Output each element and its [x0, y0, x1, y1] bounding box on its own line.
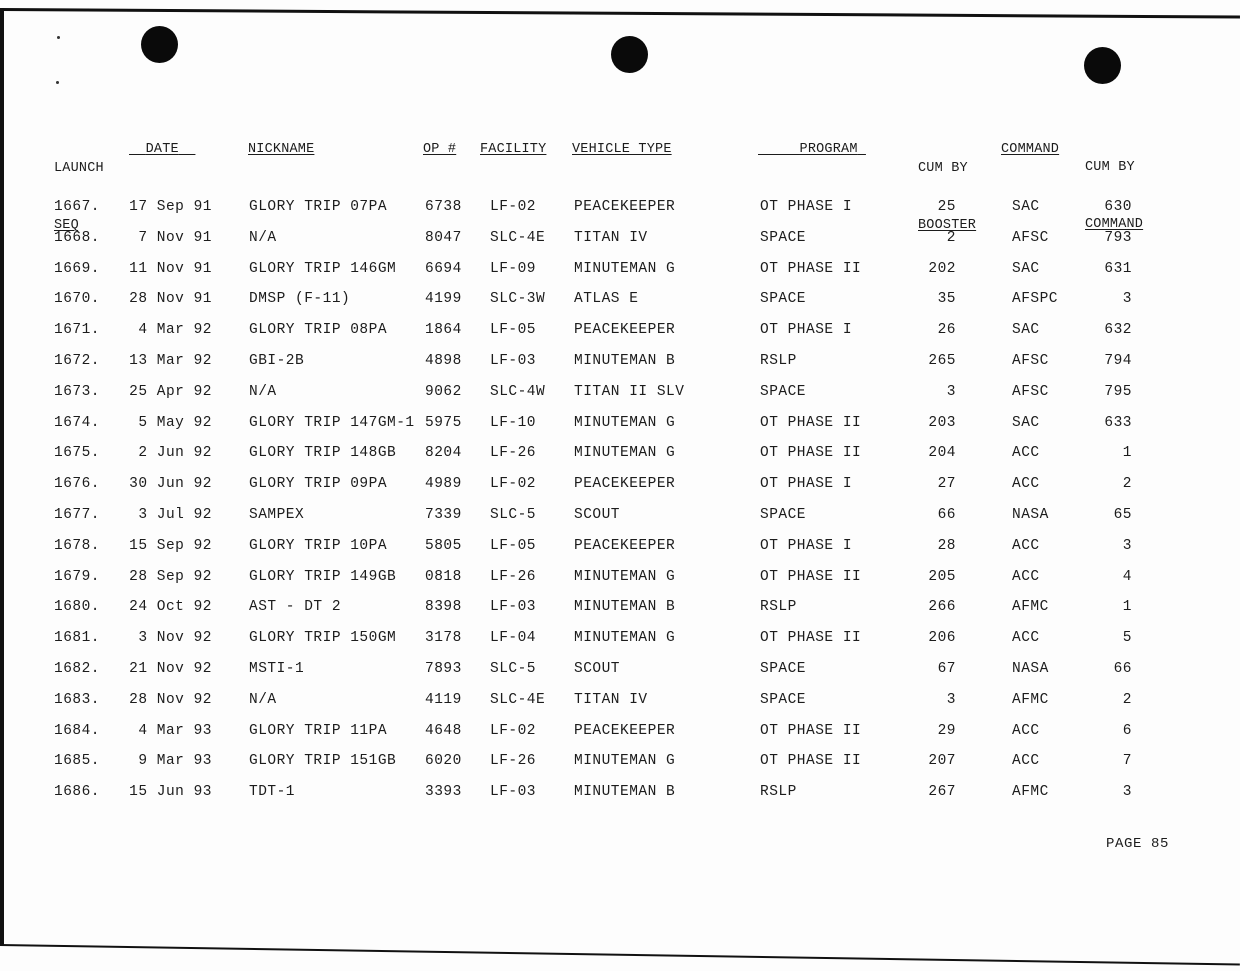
cell-program: SPACE	[760, 691, 807, 708]
cell-facility: LF-02	[490, 476, 537, 493]
cell-command: AFMC	[1012, 784, 1049, 801]
cell-cum-by-command: 2	[1122, 691, 1132, 708]
cell-cum-by-command: 632	[1104, 322, 1132, 339]
scan-speck	[56, 81, 59, 84]
cell-launch-seq: 1667.	[54, 199, 101, 215]
cell-facility: SLC-5	[490, 506, 537, 523]
cell-cum-by-booster: 204	[928, 445, 956, 462]
cell-launch-seq: 1669.	[54, 260, 101, 277]
cell-cum-by-command: 1	[1122, 599, 1132, 616]
cell-facility: LF-05	[490, 322, 537, 339]
cell-nickname: GLORY TRIP 151GB	[249, 753, 397, 770]
punch-hole	[1084, 47, 1121, 84]
cell-cum-by-booster: 266	[928, 599, 956, 616]
cell-op-number: 4898	[425, 352, 462, 369]
cell-cum-by-booster: 3	[946, 691, 956, 708]
cell-launch-seq: 1672.	[54, 352, 101, 369]
cell-date: 28 Nov 91	[129, 291, 212, 308]
cell-cum-by-command: 3	[1122, 537, 1132, 554]
cell-op-number: 7339	[425, 506, 462, 523]
table-row	[0, 659, 1240, 690]
cell-cum-by-command: 4	[1122, 568, 1132, 585]
cell-facility: LF-26	[490, 445, 537, 462]
cell-date: 4 Mar 93	[138, 722, 212, 739]
cell-date: 28 Sep 92	[129, 568, 212, 585]
cell-launch-seq: 1678.	[54, 537, 101, 554]
cell-facility: LF-04	[490, 630, 537, 647]
cell-cum-by-booster: 203	[928, 414, 956, 431]
cell-op-number: 4199	[425, 291, 462, 308]
cell-op-number: 8047	[425, 229, 462, 246]
cell-facility: SLC-4E	[490, 691, 546, 708]
cell-command: AFSC	[1012, 229, 1049, 246]
cell-program: OT PHASE II	[760, 630, 862, 647]
cell-vehicle-type: PEACEKEEPER	[574, 476, 676, 493]
cell-date: 30 Jun 92	[129, 476, 212, 493]
cell-cum-by-booster: 26	[937, 322, 956, 339]
table-row	[0, 320, 1240, 351]
table-row	[0, 567, 1240, 598]
cell-cum-by-command: 2	[1122, 476, 1132, 493]
cell-program: SPACE	[760, 660, 807, 677]
punch-hole	[141, 26, 178, 63]
cell-op-number: 8398	[425, 599, 462, 616]
cell-program: SPACE	[760, 229, 807, 246]
cell-facility: LF-09	[490, 260, 537, 277]
table-row	[0, 351, 1240, 382]
cell-nickname: MSTI-1	[249, 660, 305, 677]
cell-nickname: GLORY TRIP 10PA	[249, 537, 388, 554]
cell-date: 13 Mar 92	[129, 352, 212, 369]
cell-launch-seq: 1674.	[54, 414, 101, 431]
table-row	[0, 259, 1240, 290]
cell-vehicle-type: SCOUT	[574, 660, 621, 677]
cell-program: OT PHASE I	[760, 199, 853, 215]
cell-cum-by-booster: 205	[928, 568, 956, 585]
cell-program: OT PHASE I	[760, 322, 853, 339]
cell-op-number: 5805	[425, 537, 462, 554]
header-launch-seq: LAUNCH SEQ	[54, 161, 104, 233]
cell-cum-by-booster: 265	[928, 352, 956, 369]
cell-command: ACC	[1012, 445, 1040, 462]
cell-cum-by-command: 6	[1122, 722, 1132, 739]
cell-launch-seq: 1682.	[54, 660, 101, 677]
cell-nickname: GBI-2B	[249, 352, 305, 369]
cell-vehicle-type: MINUTEMAN G	[574, 568, 676, 585]
cell-facility: LF-03	[490, 352, 537, 369]
cell-facility: SLC-4E	[490, 229, 546, 246]
cell-command: AFMC	[1012, 691, 1049, 708]
launch-table-body	[0, 197, 1240, 813]
cell-op-number: 6020	[425, 753, 462, 770]
cell-program: SPACE	[760, 506, 807, 523]
cell-date: 15 Sep 92	[129, 537, 212, 554]
cell-launch-seq: 1685.	[54, 753, 101, 770]
cell-nickname: GLORY TRIP 09PA	[249, 476, 388, 493]
cell-command: NASA	[1012, 506, 1049, 523]
cell-date: 11 Nov 91	[129, 260, 212, 277]
punch-hole	[611, 36, 648, 73]
cell-command: SAC	[1012, 260, 1040, 277]
cell-op-number: 8204	[425, 445, 462, 462]
cell-cum-by-command: 66	[1113, 660, 1132, 677]
cell-cum-by-booster: 67	[937, 660, 956, 677]
header-op: OP #	[423, 142, 457, 157]
cell-nickname: N/A	[249, 691, 277, 708]
cell-facility: LF-26	[490, 753, 537, 770]
cell-program: RSLP	[760, 352, 797, 369]
cell-op-number: 5975	[425, 414, 462, 431]
cell-cum-by-booster: 35	[937, 291, 956, 308]
cell-facility: LF-03	[490, 784, 537, 801]
cell-launch-seq: 1675.	[54, 445, 101, 462]
cell-cum-by-booster: 206	[928, 630, 956, 647]
cell-facility: LF-02	[490, 199, 537, 215]
header-command: COMMAND	[1001, 142, 1060, 157]
cell-nickname: GLORY TRIP 07PA	[249, 199, 388, 215]
table-row	[0, 782, 1240, 813]
cell-command: ACC	[1012, 476, 1040, 493]
cell-op-number: 7893	[425, 660, 462, 677]
cell-date: 4 Mar 92	[138, 322, 212, 339]
cell-launch-seq: 1673.	[54, 383, 101, 400]
cell-date: 25 Apr 92	[129, 383, 212, 400]
cell-cum-by-command: 633	[1104, 414, 1132, 431]
cell-nickname: N/A	[249, 383, 277, 400]
cell-program: OT PHASE II	[760, 722, 862, 739]
cell-vehicle-type: PEACEKEEPER	[574, 537, 676, 554]
cell-vehicle-type: MINUTEMAN G	[574, 630, 676, 647]
cell-vehicle-type: MINUTEMAN B	[574, 784, 676, 801]
cell-vehicle-type: MINUTEMAN G	[574, 260, 676, 277]
cell-facility: SLC-4W	[490, 383, 546, 400]
cell-program: OT PHASE II	[760, 753, 862, 770]
cell-date: 24 Oct 92	[129, 599, 212, 616]
cell-launch-seq: 1668.	[54, 229, 101, 246]
cell-nickname: GLORY TRIP 149GB	[249, 568, 397, 585]
table-row	[0, 382, 1240, 413]
cell-facility: LF-26	[490, 568, 537, 585]
cell-vehicle-type: MINUTEMAN B	[574, 352, 676, 369]
page-border-bottom	[0, 944, 1240, 965]
page-border-top	[2, 8, 1240, 19]
cell-date: 7 Nov 91	[138, 229, 212, 246]
cell-cum-by-booster: 27	[937, 476, 956, 493]
cell-vehicle-type: TITAN IV	[574, 691, 648, 708]
cell-vehicle-type: MINUTEMAN G	[574, 414, 676, 431]
cell-nickname: AST - DT 2	[249, 599, 342, 616]
cell-cum-by-command: 794	[1104, 352, 1132, 369]
cell-op-number: 0818	[425, 568, 462, 585]
table-row	[0, 690, 1240, 721]
cell-command: AFSC	[1012, 352, 1049, 369]
cell-cum-by-command: 7	[1122, 753, 1132, 770]
cell-program: OT PHASE II	[760, 260, 862, 277]
cell-program: OT PHASE I	[760, 537, 853, 554]
cell-program: OT PHASE II	[760, 445, 862, 462]
cell-date: 3 Jul 92	[138, 506, 212, 523]
cell-nickname: TDT-1	[249, 784, 296, 801]
cell-command: ACC	[1012, 537, 1040, 554]
cell-facility: SLC-3W	[490, 291, 546, 308]
cell-facility: LF-10	[490, 414, 537, 431]
cell-vehicle-type: MINUTEMAN B	[574, 599, 676, 616]
header-vehicle-type: VEHICLE TYPE	[572, 142, 672, 157]
cell-command: ACC	[1012, 630, 1040, 647]
cell-facility: SLC-5	[490, 660, 537, 677]
cell-op-number: 6694	[425, 260, 462, 277]
table-row	[0, 197, 1240, 228]
cell-program: RSLP	[760, 784, 797, 801]
cell-cum-by-booster: 29	[937, 722, 956, 739]
cell-nickname: GLORY TRIP 150GM	[249, 630, 397, 647]
cell-nickname: GLORY TRIP 147GM-1	[249, 414, 415, 431]
cell-cum-by-command: 65	[1113, 506, 1132, 523]
cell-cum-by-command: 793	[1104, 229, 1132, 246]
cell-date: 2 Jun 92	[138, 445, 212, 462]
cell-op-number: 4648	[425, 722, 462, 739]
cell-cum-by-booster: 66	[937, 506, 956, 523]
cell-command: SAC	[1012, 199, 1040, 215]
cell-command: NASA	[1012, 660, 1049, 677]
cell-facility: LF-03	[490, 599, 537, 616]
cell-facility: LF-05	[490, 537, 537, 554]
cell-vehicle-type: MINUTEMAN G	[574, 445, 676, 462]
cell-program: SPACE	[760, 383, 807, 400]
cell-command: ACC	[1012, 753, 1040, 770]
cell-program: SPACE	[760, 291, 807, 308]
cell-cum-by-command: 630	[1104, 199, 1132, 215]
cell-command: AFSC	[1012, 383, 1049, 400]
cell-nickname: GLORY TRIP 11PA	[249, 722, 388, 739]
table-row	[0, 289, 1240, 320]
table-row	[0, 474, 1240, 505]
table-row	[0, 751, 1240, 782]
cell-cum-by-booster: 267	[928, 784, 956, 801]
cell-cum-by-booster: 25	[937, 199, 956, 215]
cell-launch-seq: 1679.	[54, 568, 101, 585]
cell-nickname: SAMPEX	[249, 506, 305, 523]
cell-cum-by-booster: 2	[946, 229, 956, 246]
cell-cum-by-booster: 28	[937, 537, 956, 554]
cell-command: SAC	[1012, 414, 1040, 431]
table-row	[0, 413, 1240, 444]
cell-program: OT PHASE II	[760, 414, 862, 431]
cell-cum-by-command: 631	[1104, 260, 1132, 277]
cell-program: OT PHASE II	[760, 568, 862, 585]
cell-vehicle-type: TITAN II SLV	[574, 383, 685, 400]
cell-launch-seq: 1681.	[54, 630, 101, 647]
cell-op-number: 4989	[425, 476, 462, 493]
cell-cum-by-booster: 207	[928, 753, 956, 770]
cell-nickname: DMSP (F-11)	[249, 291, 351, 308]
cell-date: 21 Nov 92	[129, 660, 212, 677]
header-cum-by-command: CUM BY COMMAND	[1085, 160, 1144, 232]
table-row	[0, 597, 1240, 628]
table-row	[0, 721, 1240, 752]
cell-program: OT PHASE I	[760, 476, 853, 493]
cell-launch-seq: 1677.	[54, 506, 101, 523]
cell-vehicle-type: ATLAS E	[574, 291, 639, 308]
cell-launch-seq: 1676.	[54, 476, 101, 493]
cell-date: 3 Nov 92	[138, 630, 212, 647]
cell-vehicle-type: TITAN IV	[574, 229, 648, 246]
table-row	[0, 443, 1240, 474]
table-row	[0, 536, 1240, 567]
cell-command: SAC	[1012, 322, 1040, 339]
cell-launch-seq: 1686.	[54, 784, 101, 801]
cell-command: ACC	[1012, 568, 1040, 585]
cell-cum-by-booster: 3	[946, 383, 956, 400]
cell-nickname: GLORY TRIP 146GM	[249, 260, 397, 277]
cell-launch-seq: 1684.	[54, 722, 101, 739]
page-number: PAGE 85	[1106, 836, 1170, 852]
cell-launch-seq: 1671.	[54, 322, 101, 339]
cell-vehicle-type: SCOUT	[574, 506, 621, 523]
cell-cum-by-command: 1	[1122, 445, 1132, 462]
cell-op-number: 3393	[425, 784, 462, 801]
cell-launch-seq: 1683.	[54, 691, 101, 708]
cell-vehicle-type: PEACEKEEPER	[574, 199, 676, 215]
cell-nickname: GLORY TRIP 148GB	[249, 445, 397, 462]
cell-nickname: GLORY TRIP 08PA	[249, 322, 388, 339]
cell-launch-seq: 1680.	[54, 599, 101, 616]
table-row	[0, 505, 1240, 536]
cell-cum-by-command: 3	[1122, 784, 1132, 801]
cell-cum-by-booster: 202	[928, 260, 956, 277]
cell-op-number: 4119	[425, 691, 462, 708]
cell-program: RSLP	[760, 599, 797, 616]
cell-cum-by-command: 3	[1122, 291, 1132, 308]
cell-date: 15 Jun 93	[129, 784, 212, 801]
cell-cum-by-command: 795	[1104, 383, 1132, 400]
scan-speck	[57, 36, 60, 39]
cell-nickname: N/A	[249, 229, 277, 246]
header-date: DATE	[145, 142, 179, 157]
cell-op-number: 3178	[425, 630, 462, 647]
cell-date: 9 Mar 93	[138, 753, 212, 770]
cell-vehicle-type: MINUTEMAN G	[574, 753, 676, 770]
cell-command: AFSPC	[1012, 291, 1059, 308]
cell-date: 17 Sep 91	[129, 199, 212, 215]
header-cum-by-booster: CUM BY BOOSTER	[918, 161, 977, 233]
table-row	[0, 228, 1240, 259]
table-row	[0, 628, 1240, 659]
header-nickname: NICKNAME	[248, 142, 315, 157]
cell-date: 28 Nov 92	[129, 691, 212, 708]
cell-vehicle-type: PEACEKEEPER	[574, 322, 676, 339]
cell-command: AFMC	[1012, 599, 1049, 616]
header-program: PROGRAM	[799, 142, 858, 157]
cell-facility: LF-02	[490, 722, 537, 739]
header-facility: FACILITY	[480, 142, 547, 157]
cell-launch-seq: 1670.	[54, 291, 101, 308]
cell-vehicle-type: PEACEKEEPER	[574, 722, 676, 739]
cell-op-number: 6738	[425, 199, 462, 215]
cell-op-number: 1864	[425, 322, 462, 339]
cell-cum-by-command: 5	[1122, 630, 1132, 647]
cell-date: 5 May 92	[138, 414, 212, 431]
cell-op-number: 9062	[425, 383, 462, 400]
cell-command: ACC	[1012, 722, 1040, 739]
